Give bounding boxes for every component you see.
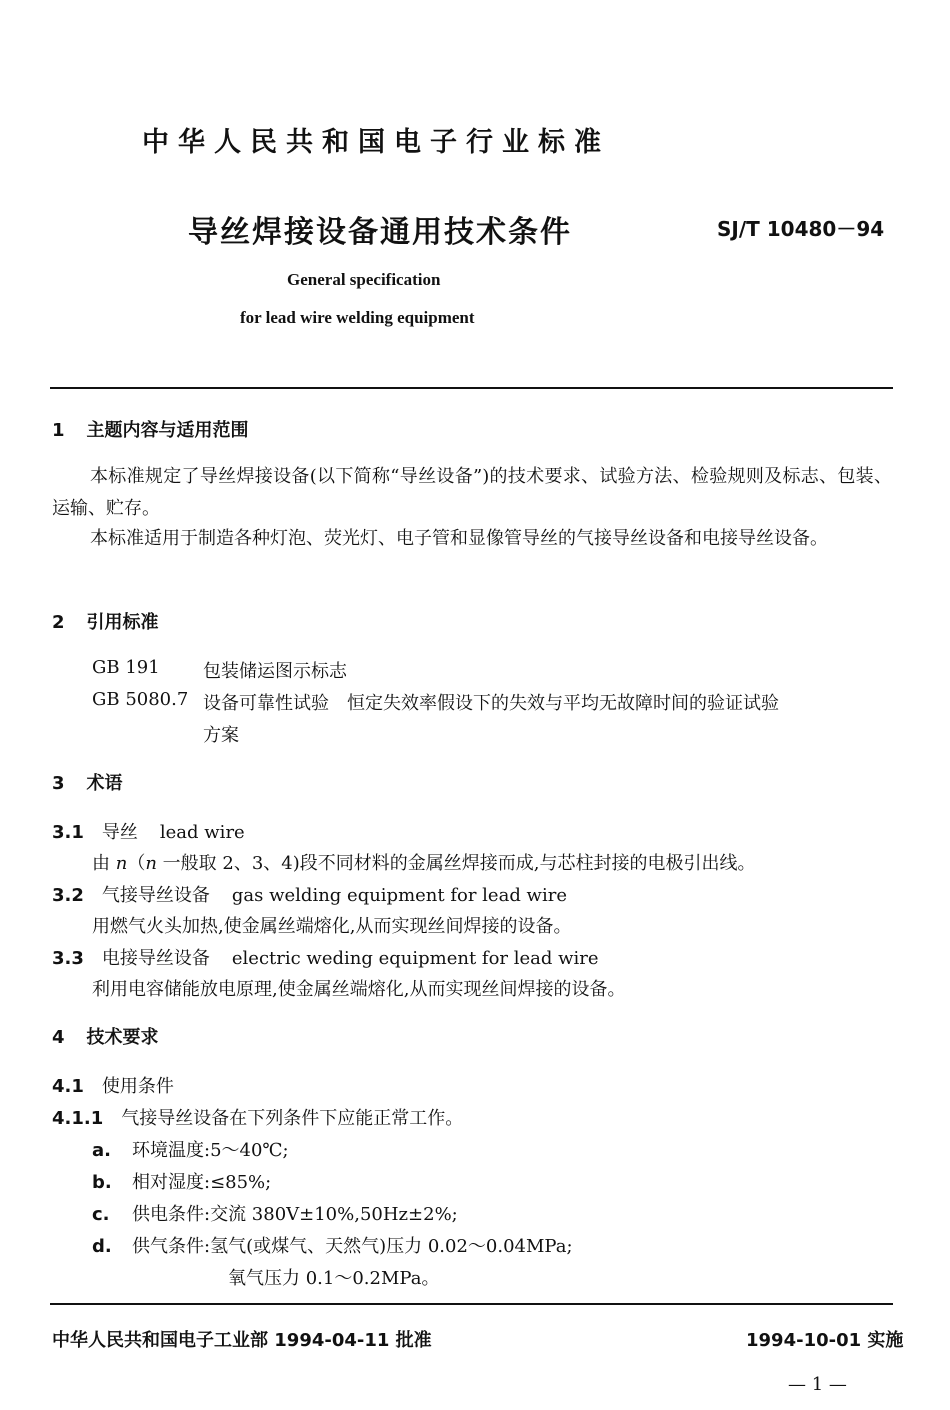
condition-a — [92, 1136, 289, 1162]
term-3-1-def-rest: 一般取 2、3、4)段不同材料的金属丝焊接而成,与芯柱封接的电极引出线。 — [162, 853, 756, 874]
condition-b — [92, 1168, 271, 1194]
section-2-number: 2 — [52, 612, 65, 633]
reference-2-text-continued: 方案 — [203, 725, 239, 746]
section-4-title: 技术要求 — [86, 1027, 159, 1048]
term-3-2-definition: 用燃气火头加热,使金属丝端熔化,从而实现丝间焊接的设备。 — [92, 916, 572, 937]
subsection-4-1-title: 使用条件 — [101, 1076, 174, 1097]
condition-a-label: a. — [92, 1140, 111, 1161]
term-3-3-number: 3.3 — [52, 948, 84, 969]
condition-b-text: 相对湿度:≤85%; — [132, 1172, 272, 1193]
reference-1-code: GB 191 — [92, 657, 160, 678]
condition-d-label: d. — [92, 1236, 112, 1257]
condition-b-label: b. — [92, 1172, 112, 1193]
standard-category-header: 中华人民共和国电子行业标准 — [142, 127, 610, 158]
condition-d-continued: 氧气压力 0.1～0.2MPa。 — [228, 1268, 440, 1289]
term-3-3-line — [52, 944, 599, 970]
subsection-4-1 — [52, 1072, 174, 1098]
term-3-1-var-n-2: n — [145, 853, 157, 874]
document-title: 导丝焊接设备通用技术条件 — [188, 215, 572, 250]
header-rule — [50, 387, 893, 389]
subsection-4-1-1 — [52, 1104, 463, 1130]
subsection-4-1-1-number: 4.1.1 — [52, 1108, 104, 1129]
term-3-3-english: electric weding equipment for lead wire — [231, 948, 599, 969]
section-4-heading — [52, 1023, 159, 1049]
section-3-number: 3 — [52, 773, 65, 794]
term-3-1-term: 导丝 — [101, 822, 138, 843]
condition-d-text: 供气条件:氢气(或煤气、天然气)压力 0.02～0.04MPa; — [132, 1236, 573, 1257]
subsection-4-1-number: 4.1 — [52, 1076, 84, 1097]
section-1-paragraph-2: 本标准适用于制造各种灯泡、荧光灯、电子管和显像管导丝的气接导丝设备和电接导丝设备。 — [90, 528, 828, 549]
term-3-1-var-n: n — [115, 853, 128, 874]
subsection-4-1-1-title: 气接导丝设备在下列条件下应能正常工作。 — [121, 1108, 464, 1129]
term-3-2-number: 3.2 — [52, 885, 84, 906]
term-3-1-definition — [92, 849, 755, 875]
term-3-1-def-prefix: 由 — [92, 853, 110, 874]
section-1-number: 1 — [52, 420, 65, 441]
section-3-heading — [52, 769, 123, 795]
section-3-title: 术语 — [86, 773, 123, 794]
standard-code: SJ/T 10480－94 — [717, 217, 885, 241]
condition-c-label: c. — [92, 1204, 110, 1225]
term-3-2-english: gas welding equipment for lead wire — [231, 885, 567, 906]
footer-approval: 中华人民共和国电子工业部 1994-04-11 批准 — [52, 1330, 432, 1351]
condition-d — [92, 1232, 573, 1258]
reference-2-text: 设备可靠性试验 恒定失效率假设下的失效与平均无故障时间的验证试验 — [203, 693, 779, 714]
term-3-3-term: 电接导丝设备 — [101, 948, 210, 969]
section-1-paragraph-1: 本标准规定了导丝焊接设备(以下简称“导丝设备”)的技术要求、试验方法、检验规则及标志、包装、运输、贮存。 — [52, 466, 892, 519]
term-3-1-line — [52, 818, 245, 844]
term-3-1-english: lead wire — [159, 822, 245, 843]
reference-1-text: 包装储运图示标志 — [203, 661, 347, 682]
footer-effective-date: 1994-10-01 实施 — [746, 1330, 904, 1351]
section-2-heading — [52, 608, 159, 634]
section-2-title: 引用标准 — [86, 612, 159, 633]
section-4-number: 4 — [52, 1027, 65, 1048]
reference-2-code: GB 5080.7 — [92, 689, 189, 710]
term-3-1-def-bracket: （ — [127, 853, 146, 874]
condition-a-text: 环境温度:5～40℃; — [132, 1140, 289, 1161]
footer-rule — [50, 1303, 893, 1305]
english-title-line-1: General specification — [287, 270, 441, 289]
section-1-title: 主题内容与适用范围 — [86, 420, 249, 441]
term-3-2-line — [52, 881, 567, 907]
term-3-2-term: 气接导丝设备 — [101, 885, 210, 906]
term-3-1-number: 3.1 — [52, 822, 84, 843]
condition-c-text: 供电条件:交流 380V±10%,50Hz±2%; — [132, 1204, 458, 1225]
term-3-3-definition: 利用电容储能放电原理,使金属丝端熔化,从而实现丝间焊接的设备。 — [92, 979, 626, 1000]
english-title-line-2: for lead wire welding equipment — [240, 308, 475, 327]
section-1-heading — [52, 416, 249, 442]
page-number: — 1 — — [788, 1374, 847, 1395]
condition-c — [92, 1200, 458, 1226]
